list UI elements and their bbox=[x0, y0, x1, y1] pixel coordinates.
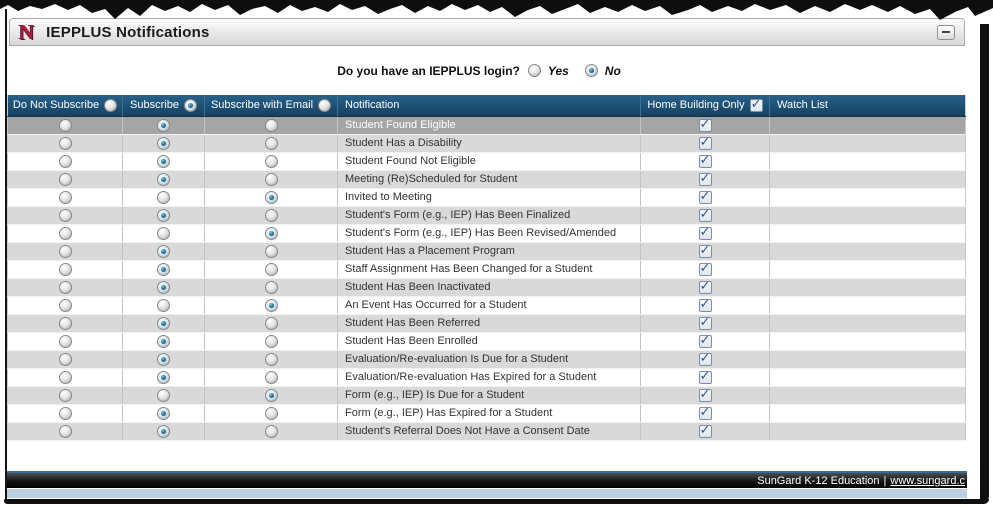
subscribe-radio[interactable] bbox=[157, 173, 170, 186]
subscribe-with-email-cell bbox=[205, 278, 338, 296]
home-building-only-cell bbox=[641, 170, 770, 188]
do-not-subscribe-cell bbox=[8, 314, 123, 332]
notification-label: Evaluation/Re-evaluation Is Due for a Student bbox=[338, 350, 641, 368]
home-building-only-checkbox[interactable] bbox=[699, 155, 712, 168]
do-not-subscribe-radio[interactable] bbox=[59, 245, 72, 258]
subscribe-radio[interactable] bbox=[157, 209, 170, 222]
panel-title-bar bbox=[9, 18, 965, 46]
table-row bbox=[8, 404, 966, 422]
subscribe-radio[interactable] bbox=[157, 317, 170, 330]
login-option-no bbox=[585, 64, 637, 78]
home-building-only-checkbox[interactable] bbox=[699, 191, 712, 204]
subscribe-cell bbox=[123, 314, 205, 332]
footer-separator: | bbox=[883, 474, 887, 487]
subscribe-with-email-radio[interactable] bbox=[265, 245, 278, 258]
home-building-only-checkbox[interactable] bbox=[699, 371, 712, 384]
subscribe-radio[interactable] bbox=[157, 227, 170, 240]
watch-list-cell bbox=[770, 422, 966, 440]
subscribe-with-email-radio[interactable] bbox=[265, 263, 278, 276]
subscribe-with-email-cell bbox=[205, 314, 338, 332]
watch-list-cell bbox=[770, 386, 966, 404]
subscribe-with-email-cell bbox=[205, 386, 338, 404]
subscribe-cell bbox=[123, 116, 205, 134]
do-not-subscribe-radio[interactable] bbox=[59, 119, 72, 132]
home-building-only-checkbox[interactable] bbox=[699, 209, 712, 222]
notification-label: Invited to Meeting bbox=[338, 188, 641, 206]
home-building-only-cell bbox=[641, 386, 770, 404]
subscribe-cell bbox=[123, 260, 205, 278]
subscribe-with-email-cell bbox=[205, 350, 338, 368]
do-not-subscribe-radio[interactable] bbox=[59, 227, 72, 240]
watch-list-cell bbox=[770, 242, 966, 260]
home-building-only-checkbox[interactable] bbox=[699, 317, 712, 330]
subscribe-cell bbox=[123, 278, 205, 296]
do-not-subscribe-cell bbox=[8, 386, 123, 404]
home-building-only-checkbox[interactable] bbox=[699, 299, 712, 312]
subscribe-with-email-radio[interactable] bbox=[265, 335, 278, 348]
home-building-only-cell bbox=[641, 404, 770, 422]
subscribe-cell bbox=[123, 134, 205, 152]
home-building-only-checkbox[interactable] bbox=[699, 425, 712, 438]
table-row bbox=[8, 116, 966, 134]
home-building-only-cell bbox=[641, 350, 770, 368]
subscribe-with-email-header-label: Subscribe with Email bbox=[210, 99, 314, 112]
subscribe-with-email-radio[interactable] bbox=[265, 425, 278, 438]
do-not-subscribe-radio[interactable] bbox=[59, 353, 72, 366]
do-not-subscribe-radio[interactable] bbox=[59, 191, 72, 204]
notification-label: Student Found Eligible bbox=[338, 116, 641, 134]
home-building-only-checkbox[interactable] bbox=[699, 281, 712, 294]
subscribe-radio[interactable] bbox=[157, 245, 170, 258]
subscribe-radio[interactable] bbox=[157, 353, 170, 366]
do-not-subscribe-cell bbox=[8, 134, 123, 152]
subscribe-radio[interactable] bbox=[157, 371, 170, 384]
subscribe-with-email-radio[interactable] bbox=[265, 281, 278, 294]
home-building-only-checkbox[interactable] bbox=[699, 263, 712, 276]
notification-label: Student Found Not Eligible bbox=[338, 152, 641, 170]
watch-list-cell bbox=[770, 116, 966, 134]
table-row bbox=[8, 314, 966, 332]
do-not-subscribe-cell bbox=[8, 224, 123, 242]
home-building-only-checkbox[interactable] bbox=[699, 227, 712, 240]
do-not-subscribe-cell bbox=[8, 404, 123, 422]
table-row bbox=[8, 206, 966, 224]
subscribe-with-email-cell bbox=[205, 134, 338, 152]
subscribe-radio[interactable] bbox=[157, 299, 170, 312]
do-not-subscribe-radio[interactable] bbox=[59, 209, 72, 222]
notification-label: Student Has Been Inactivated bbox=[338, 278, 641, 296]
subscribe-cell bbox=[123, 224, 205, 242]
table-row bbox=[8, 152, 966, 170]
watch-list-cell bbox=[770, 278, 966, 296]
do-not-subscribe-cell bbox=[8, 296, 123, 314]
home-building-only-cell bbox=[641, 296, 770, 314]
do-not-subscribe-radio[interactable] bbox=[59, 389, 72, 402]
notification-label: Student's Referral Does Not Have a Consent Date bbox=[338, 422, 641, 440]
home-building-only-header-label: Home Building Only bbox=[647, 99, 745, 112]
table-row bbox=[8, 224, 966, 242]
watch-list-cell bbox=[770, 314, 966, 332]
login-question-row bbox=[7, 46, 967, 95]
subscribe-cell bbox=[123, 170, 205, 188]
do-not-subscribe-all-radio[interactable] bbox=[104, 99, 117, 112]
login-yes-label: Yes bbox=[547, 63, 569, 78]
home-building-only-cell bbox=[641, 224, 770, 242]
subscribe-radio[interactable] bbox=[157, 335, 170, 348]
home-building-only-cell bbox=[641, 368, 770, 386]
do-not-subscribe-radio[interactable] bbox=[59, 281, 72, 294]
subscribe-with-email-cell bbox=[205, 422, 338, 440]
table-row bbox=[8, 170, 966, 188]
subscribe-with-email-radio[interactable] bbox=[265, 353, 278, 366]
do-not-subscribe-radio[interactable] bbox=[59, 335, 72, 348]
subscribe-radio[interactable] bbox=[157, 389, 170, 402]
iepplus-notifications-panel bbox=[7, 13, 967, 498]
watch-list-cell bbox=[770, 404, 966, 422]
subscribe-cell bbox=[123, 296, 205, 314]
subscribe-with-email-radio[interactable] bbox=[265, 119, 278, 132]
do-not-subscribe-radio[interactable] bbox=[59, 155, 72, 168]
home-building-only-checkbox[interactable] bbox=[699, 353, 712, 366]
subscribe-with-email-cell bbox=[205, 152, 338, 170]
subscribe-cell bbox=[123, 422, 205, 440]
login-no-label: No bbox=[604, 63, 621, 78]
watch-list-cell bbox=[770, 332, 966, 350]
do-not-subscribe-cell bbox=[8, 278, 123, 296]
home-building-only-checkbox[interactable] bbox=[699, 407, 712, 420]
footer-brand-label: SunGard K-12 Education bbox=[757, 474, 880, 487]
home-building-only-checkbox[interactable] bbox=[699, 137, 712, 150]
subscribe-radio[interactable] bbox=[157, 281, 170, 294]
table-row bbox=[8, 278, 966, 296]
home-building-only-cell bbox=[641, 278, 770, 296]
table-row bbox=[8, 134, 966, 152]
login-no-radio[interactable] bbox=[585, 64, 598, 77]
login-option-yes bbox=[528, 64, 585, 78]
subscribe-with-email-cell bbox=[205, 224, 338, 242]
table-row bbox=[8, 350, 966, 368]
subscribe-radio[interactable] bbox=[157, 191, 170, 204]
notification-label: Meeting (Re)Scheduled for Student bbox=[338, 170, 641, 188]
column-header-subscribe bbox=[123, 95, 205, 116]
notification-label: An Event Has Occurred for a Student bbox=[338, 296, 641, 314]
column-header-do-not-subscribe bbox=[8, 95, 123, 116]
notification-label: Student's Form (e.g., IEP) Has Been Revised/Amended bbox=[338, 224, 641, 242]
home-building-only-cell bbox=[641, 152, 770, 170]
home-building-only-checkbox[interactable] bbox=[699, 335, 712, 348]
watch-list-cell bbox=[770, 296, 966, 314]
do-not-subscribe-cell bbox=[8, 422, 123, 440]
subscribe-cell bbox=[123, 332, 205, 350]
torn-edge-bottom bbox=[4, 499, 989, 504]
watch-list-cell bbox=[770, 134, 966, 152]
subscribe-all-radio[interactable] bbox=[184, 99, 197, 112]
column-header-notification: Notification bbox=[338, 95, 641, 116]
do-not-subscribe-cell bbox=[8, 368, 123, 386]
home-building-only-cell bbox=[641, 422, 770, 440]
subscribe-with-email-cell bbox=[205, 404, 338, 422]
table-row bbox=[8, 386, 966, 404]
subscribe-with-email-radio[interactable] bbox=[265, 137, 278, 150]
subscribe-cell bbox=[123, 368, 205, 386]
home-building-only-cell bbox=[641, 206, 770, 224]
subscribe-with-email-radio[interactable] bbox=[265, 227, 278, 240]
subscribe-cell bbox=[123, 404, 205, 422]
home-building-only-cell bbox=[641, 188, 770, 206]
table-row bbox=[8, 368, 966, 386]
do-not-subscribe-cell bbox=[8, 170, 123, 188]
table-row bbox=[8, 332, 966, 350]
subscribe-radio[interactable] bbox=[157, 407, 170, 420]
column-header-home-building-only bbox=[641, 95, 770, 116]
table-row bbox=[8, 296, 966, 314]
subscribe-with-email-cell bbox=[205, 206, 338, 224]
subscribe-with-email-all-radio[interactable] bbox=[318, 99, 331, 112]
do-not-subscribe-radio[interactable] bbox=[59, 317, 72, 330]
notification-label: Evaluation/Re-evaluation Has Expired for a Student bbox=[338, 368, 641, 386]
subscribe-with-email-radio[interactable] bbox=[265, 155, 278, 168]
subscribe-with-email-radio[interactable] bbox=[265, 209, 278, 222]
do-not-subscribe-cell bbox=[8, 188, 123, 206]
table-row bbox=[8, 260, 966, 278]
minimize-icon bbox=[942, 31, 950, 33]
subscribe-with-email-radio[interactable] bbox=[265, 191, 278, 204]
home-building-only-checkbox[interactable] bbox=[699, 245, 712, 258]
home-building-only-checkbox[interactable] bbox=[699, 389, 712, 402]
subscribe-with-email-cell bbox=[205, 368, 338, 386]
watch-list-cell bbox=[770, 152, 966, 170]
subscribe-with-email-cell bbox=[205, 332, 338, 350]
subscribe-with-email-radio[interactable] bbox=[265, 299, 278, 312]
do-not-subscribe-cell bbox=[8, 332, 123, 350]
do-not-subscribe-cell bbox=[8, 350, 123, 368]
notification-label: Form (e.g., IEP) Is Due for a Student bbox=[338, 386, 641, 404]
subscribe-with-email-radio[interactable] bbox=[265, 389, 278, 402]
home-building-only-cell bbox=[641, 314, 770, 332]
do-not-subscribe-cell bbox=[8, 260, 123, 278]
home-building-only-checkbox[interactable] bbox=[699, 119, 712, 132]
subscribe-with-email-radio[interactable] bbox=[265, 371, 278, 384]
home-building-only-checkbox[interactable] bbox=[699, 173, 712, 186]
torn-edge-left bbox=[5, 9, 7, 502]
watch-list-cell bbox=[770, 224, 966, 242]
notification-label: Student Has a Disability bbox=[338, 134, 641, 152]
content-spacer bbox=[7, 441, 967, 472]
subscribe-radio[interactable] bbox=[157, 137, 170, 150]
subscribe-with-email-cell bbox=[205, 242, 338, 260]
subscribe-with-email-radio[interactable] bbox=[265, 173, 278, 186]
subscribe-radio[interactable] bbox=[157, 263, 170, 276]
footer-blue-strip bbox=[7, 489, 967, 498]
watch-list-cell bbox=[770, 350, 966, 368]
do-not-subscribe-radio[interactable] bbox=[59, 407, 72, 420]
notifications-table bbox=[7, 95, 966, 441]
do-not-subscribe-radio[interactable] bbox=[59, 263, 72, 276]
notification-label: Student Has a Placement Program bbox=[338, 242, 641, 260]
do-not-subscribe-cell bbox=[8, 152, 123, 170]
home-building-only-cell bbox=[641, 242, 770, 260]
do-not-subscribe-radio[interactable] bbox=[59, 137, 72, 150]
subscribe-with-email-radio[interactable] bbox=[265, 317, 278, 330]
footer-bar bbox=[7, 471, 967, 488]
table-row bbox=[8, 188, 966, 206]
notification-label: Staff Assignment Has Been Changed for a Student bbox=[338, 260, 641, 278]
do-not-subscribe-radio[interactable] bbox=[59, 425, 72, 438]
subscribe-header-label: Subscribe bbox=[130, 99, 179, 112]
subscribe-with-email-cell bbox=[205, 296, 338, 314]
subscribe-cell bbox=[123, 350, 205, 368]
home-building-only-cell bbox=[641, 260, 770, 278]
notification-label: Student Has Been Enrolled bbox=[338, 332, 641, 350]
table-row bbox=[8, 422, 966, 440]
notification-label: Student's Form (e.g., IEP) Has Been Finalized bbox=[338, 206, 641, 224]
notification-label: Form (e.g., IEP) Has Expired for a Student bbox=[338, 404, 641, 422]
iepplus-n-logo-icon: N bbox=[19, 20, 35, 44]
do-not-subscribe-cell bbox=[8, 116, 123, 134]
subscribe-with-email-radio[interactable] bbox=[265, 407, 278, 420]
watch-list-cell bbox=[770, 260, 966, 278]
column-header-subscribe-with-email bbox=[205, 95, 338, 116]
subscribe-with-email-cell bbox=[205, 260, 338, 278]
home-building-only-cell bbox=[641, 116, 770, 134]
subscribe-cell bbox=[123, 206, 205, 224]
table-header-row bbox=[8, 95, 966, 116]
subscribe-with-email-cell bbox=[205, 188, 338, 206]
watch-list-cell bbox=[770, 368, 966, 386]
subscribe-cell bbox=[123, 152, 205, 170]
sungard-link[interactable]: www.sungard.c bbox=[890, 474, 965, 487]
notification-label: Student Has Been Referred bbox=[338, 314, 641, 332]
subscribe-cell bbox=[123, 386, 205, 404]
watch-list-cell bbox=[770, 206, 966, 224]
home-building-only-all-checkbox[interactable] bbox=[750, 99, 763, 112]
login-question-label: Do you have an IEPPLUS login? bbox=[337, 63, 520, 78]
column-header-watch-list: Watch List bbox=[770, 95, 966, 116]
subscribe-radio[interactable] bbox=[157, 425, 170, 438]
panel-title: IEPPLUS Notifications bbox=[46, 23, 210, 41]
login-yes-radio[interactable] bbox=[528, 64, 541, 77]
do-not-subscribe-radio[interactable] bbox=[59, 371, 72, 384]
home-building-only-cell bbox=[641, 332, 770, 350]
table-row bbox=[8, 242, 966, 260]
subscribe-cell bbox=[123, 188, 205, 206]
do-not-subscribe-header-label: Do Not Subscribe bbox=[12, 99, 100, 112]
subscribe-with-email-cell bbox=[205, 116, 338, 134]
subscribe-with-email-cell bbox=[205, 170, 338, 188]
subscribe-radio[interactable] bbox=[157, 155, 170, 168]
do-not-subscribe-radio[interactable] bbox=[59, 173, 72, 186]
notification-table-body bbox=[8, 116, 966, 440]
watch-list-cell bbox=[770, 170, 966, 188]
minimize-button[interactable] bbox=[937, 25, 955, 40]
do-not-subscribe-radio[interactable] bbox=[59, 299, 72, 312]
torn-edge-right bbox=[980, 24, 989, 503]
do-not-subscribe-cell bbox=[8, 242, 123, 260]
home-building-only-cell bbox=[641, 134, 770, 152]
subscribe-radio[interactable] bbox=[157, 119, 170, 132]
do-not-subscribe-cell bbox=[8, 206, 123, 224]
watch-list-cell bbox=[770, 188, 966, 206]
subscribe-cell bbox=[123, 242, 205, 260]
